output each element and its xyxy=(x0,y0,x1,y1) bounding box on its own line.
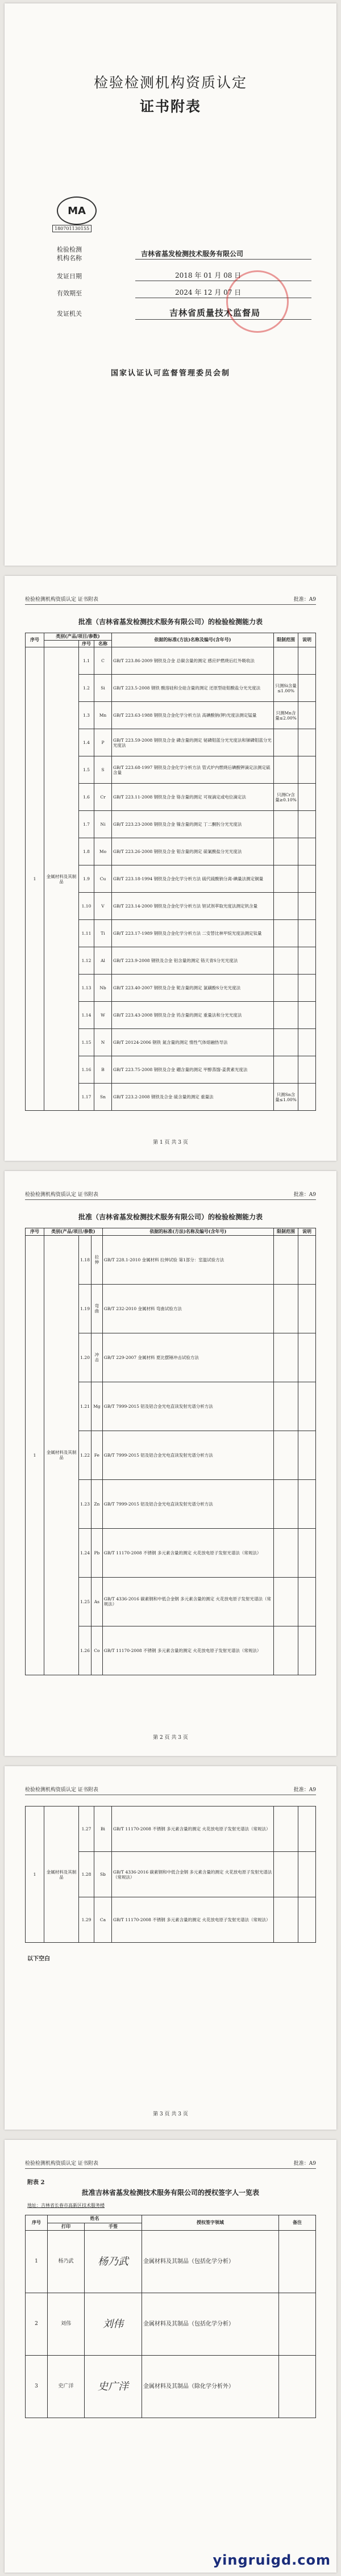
header-right: 批准：A9 xyxy=(293,597,316,603)
page-header xyxy=(25,595,316,605)
item-name: W xyxy=(94,1002,112,1029)
item-standard: GB/T 223.43-2008 钢铁及合金 钨含量的测定 重量法和分光光度法 xyxy=(112,1002,274,1029)
item-note xyxy=(298,838,316,865)
item-limit xyxy=(274,865,298,893)
page-footer: 第 3 页 共 3 页 xyxy=(153,2111,188,2117)
cover-page xyxy=(5,3,336,566)
signer-signature xyxy=(85,2356,142,2418)
item-note xyxy=(298,1333,316,1382)
item-name: V xyxy=(94,893,112,920)
org-label-2: 机构名称 xyxy=(57,254,82,262)
col-subheader: 打印 xyxy=(48,2223,85,2231)
issue-date: 2018 年 01 月 08 日 xyxy=(175,271,242,279)
org-name: 吉林省基发检测技术服务有限公司 xyxy=(141,250,244,258)
item-standard: GB/T 229-2007 金属材料 夏比摆锤冲击试验方法 xyxy=(102,1333,273,1382)
item-standard: GB/T 223.5-2008 钢铁 酸溶硅和全硅含量的测定 还原型硅钼酸盐分光光度法 xyxy=(112,675,274,702)
item-standard: GB/T 223.86-2009 钢铁及合金 总碳含量的测定 感应炉燃烧后红外吸收法 xyxy=(112,647,274,675)
attachment-label: 附表 2 xyxy=(27,2180,45,2186)
signer-row xyxy=(26,2293,316,2356)
item-limit xyxy=(274,729,298,756)
signer-field: 金属材料及其制品（包括化学分析） xyxy=(142,2231,279,2293)
handwritten-signature: 杨乃武 xyxy=(98,2255,128,2268)
item-standard: GB/T 11170-2008 不锈钢 多元素含量的测定 火花放电原子发射光谱法（常规法） xyxy=(102,1626,273,1675)
item-limit xyxy=(274,975,298,1002)
item-name: Ti xyxy=(94,920,112,947)
page-footer: 第 1 页 共 3 页 xyxy=(153,1140,188,1145)
item-standard: GB/T 223.40-2007 钢铁及合金 铌含量的测定 氯磺酚S分光光度法 xyxy=(112,975,274,1002)
item-number: 1.15 xyxy=(79,1029,94,1056)
item-limit: 只测Cr含量≥0.10% xyxy=(274,784,298,811)
item-number: 1.1 xyxy=(79,647,94,675)
item-note xyxy=(298,702,316,729)
item-note xyxy=(298,729,316,756)
item-note xyxy=(298,1029,316,1056)
item-name: Pb xyxy=(91,1528,102,1577)
item-limit xyxy=(274,811,298,838)
page-header xyxy=(25,1785,316,1795)
page-footer: 第 2 页 共 3 页 xyxy=(153,1735,188,1741)
item-standard: GB/T 11170-2008 不锈钢 多元素含量的测定 火花放电原子发射光谱法（常规法） xyxy=(102,1528,273,1577)
valid-date: 2024 年 12 月 07 日 xyxy=(175,288,242,296)
item-limit xyxy=(274,1056,298,1084)
committee-name: 国家认证认可监督管理委员会制 xyxy=(110,369,230,378)
item-note xyxy=(298,811,316,838)
table-title: 批准（吉林省基发检测技术服务有限公司）的检验检测能力表 xyxy=(78,618,263,626)
item-limit xyxy=(274,1431,298,1479)
item-number: 1.19 xyxy=(79,1284,92,1333)
item-name: Si xyxy=(94,675,112,702)
item-note xyxy=(298,1528,316,1577)
valid-label: 有效期至 xyxy=(57,290,82,297)
item-name: Co xyxy=(91,1626,102,1675)
item-note xyxy=(298,1897,316,1943)
item-number: 1.23 xyxy=(79,1479,92,1528)
item-note xyxy=(298,1479,316,1528)
cover-title-line1: 检验检测机构资质认定 xyxy=(93,74,247,91)
item-number: 1.8 xyxy=(79,838,94,865)
item-name: Ni xyxy=(94,811,112,838)
item-standard: GB/T 223.14-2000 钢铁及合金化学分析方法 钽试剂萃取光度法测定钒含量 xyxy=(112,893,274,920)
item-note xyxy=(298,975,316,1002)
item-standard: GB/T 7999-2015 铝及铝合金光电直读发射光谱分析方法 xyxy=(102,1479,273,1528)
authority-name: 吉林省质量技术监督局 xyxy=(169,308,261,318)
item-standard: GB/T 20124-2006 钢铁 氮含量的测定 惰性气体熔融热导法 xyxy=(112,1029,274,1056)
item-standard: GB/T 223.63-1988 钢铁及合金化学分析方法 高碘酸钠(钾)光度法测定锰量 xyxy=(112,702,274,729)
item-note xyxy=(298,647,316,675)
item-standard: GB/T 232-2010 金属材料 弯曲试验方法 xyxy=(102,1284,273,1333)
col-header: 序号 xyxy=(26,2215,48,2231)
item-limit xyxy=(274,756,298,784)
col-header: 类别(产品/项目/参数) xyxy=(44,633,112,641)
cert-number: 180701130155 xyxy=(52,225,92,232)
page-header xyxy=(25,1190,316,1200)
item-note xyxy=(298,865,316,893)
signer-row xyxy=(26,2231,316,2293)
divider xyxy=(135,259,311,260)
handwritten-signature: 史广洋 xyxy=(98,2380,128,2393)
item-number: 1.2 xyxy=(79,675,94,702)
item-standard: GB/T 223.2-2008 钢铁及合金 硫含量的测定 重量法 xyxy=(112,1084,274,1111)
signer-remark xyxy=(279,2293,316,2356)
item-limit xyxy=(274,947,298,975)
item-standard: GB/T 223.9-2008 钢铁及合金 铝含量的测定 铬天青S分光光度法 xyxy=(112,947,274,975)
signer-field: 金属材料及其制品（包括化学分析） xyxy=(142,2293,279,2356)
item-name: B xyxy=(94,1056,112,1084)
item-standard: GB/T 11170-2008 不锈钢 多元素含量的测定 火花放电原子发射光谱法（常规法） xyxy=(112,1806,274,1852)
category-number: 1 xyxy=(26,647,44,1111)
signatory-page xyxy=(5,2140,336,2573)
item-number: 1.18 xyxy=(79,1235,92,1284)
col-header: 说明 xyxy=(298,633,316,647)
signer-signature xyxy=(85,2293,142,2356)
item-number: 1.26 xyxy=(79,1626,92,1675)
item-note xyxy=(298,784,316,811)
item-limit xyxy=(274,1806,298,1852)
item-note xyxy=(298,1806,316,1852)
item-note xyxy=(298,1056,316,1084)
item-name: Sn xyxy=(94,1084,112,1111)
item-standard: GB/T 4336-2016 碳素钢和中低合金钢 多元素含量的测定 火花放电原子发射光谱法（常规法） xyxy=(112,1852,274,1897)
header-left: 检验检测机构资质认定 证书附表 xyxy=(25,1192,98,1198)
item-number: 1.27 xyxy=(79,1806,94,1852)
watermark: yingruigd.com xyxy=(213,2552,331,2568)
item-name: Zn xyxy=(91,1479,102,1528)
item-standard: GB/T 223.23-2008 钢铁及合金 镍含量的测定 丁二酮肟分光光度法 xyxy=(112,811,274,838)
item-number: 1.9 xyxy=(79,865,94,893)
item-note xyxy=(298,1002,316,1029)
category-name: 金属材料及其制品 xyxy=(44,647,79,1111)
col-header xyxy=(44,640,79,647)
item-limit xyxy=(274,920,298,947)
item-name: S xyxy=(94,756,112,784)
col-header: 序号 xyxy=(26,633,44,647)
item-name: N xyxy=(94,1029,112,1056)
item-limit: 只测Sn含量≤1.00% xyxy=(274,1084,298,1111)
capability-page-2 xyxy=(5,1171,336,1756)
item-limit xyxy=(274,1852,298,1897)
item-note xyxy=(298,1084,316,1111)
item-number: 1.13 xyxy=(79,975,94,1002)
item-name: Al xyxy=(94,947,112,975)
col-header: 依据的标准(方法)名称及编号(含年号) xyxy=(112,633,274,647)
handwritten-signature: 刘伟 xyxy=(103,2318,123,2330)
item-note xyxy=(298,893,316,920)
item-number: 1.25 xyxy=(79,1577,92,1626)
header-left: 检验检测机构资质认定 证书附表 xyxy=(25,1787,98,1793)
table-row xyxy=(26,1806,316,1852)
signer-signature xyxy=(85,2231,142,2293)
item-standard: GB/T 7999-2015 铝及铝合金光电直读发射光谱分析方法 xyxy=(102,1431,273,1479)
col-header: 类别(产品/项目/参数) xyxy=(44,1228,103,1236)
col-subheader: 手签 xyxy=(85,2223,142,2231)
item-name: Cr xyxy=(94,784,112,811)
item-standard: GB/T 223.68-1997 钢铁及合金化学分析方法 管式炉内燃烧后碘酸钾滴定法测定硫含量 xyxy=(112,756,274,784)
item-standard: GB/T 223.17-1989 钢铁及合金化学分析方法 二安替比林甲烷光度法测定钛量 xyxy=(112,920,274,947)
item-standard: GB/T 223.26-2008 钢铁及合金 钼含量的测定 硫氰酸盐分光光度法 xyxy=(112,838,274,865)
capability-page-3 xyxy=(5,1766,336,2130)
item-name: Sb xyxy=(94,1852,112,1897)
item-limit xyxy=(274,1382,298,1431)
table-title: 批准（吉林省基发检测技术服务有限公司）的检验检测能力表 xyxy=(78,1213,263,1221)
item-number: 1.11 xyxy=(79,920,94,947)
item-note xyxy=(298,920,316,947)
ma-logo: MA xyxy=(57,196,97,225)
item-number: 1.21 xyxy=(79,1382,92,1431)
category-name: 金属材料及其制品 xyxy=(44,1235,79,1675)
item-number: 1.17 xyxy=(79,1084,94,1111)
item-note xyxy=(298,756,316,784)
item-number: 1.24 xyxy=(79,1528,92,1577)
table-row xyxy=(26,647,316,675)
item-limit: 只测Mn含量≤2.00% xyxy=(274,702,298,729)
signer-field: 金属材料及其制品（除化学分析外） xyxy=(142,2356,279,2418)
item-limit xyxy=(274,1333,298,1382)
item-number: 1.20 xyxy=(79,1333,92,1382)
item-limit xyxy=(274,1897,298,1943)
item-limit xyxy=(274,1479,298,1528)
capability-table xyxy=(25,1806,316,1943)
item-number: 1.3 xyxy=(79,702,94,729)
signer-number: 1 xyxy=(26,2231,48,2293)
capability-table xyxy=(25,633,316,1111)
item-limit xyxy=(274,838,298,865)
item-number: 1.12 xyxy=(79,947,94,975)
col-header: 限制范围 xyxy=(274,633,298,647)
org-label-1: 检验检测 xyxy=(57,246,82,253)
table-row xyxy=(26,1235,316,1284)
page-header xyxy=(25,2159,316,2169)
item-number: 1.14 xyxy=(79,1002,94,1029)
item-name: 拉伸 xyxy=(91,1235,102,1284)
col-header: 序号 xyxy=(26,1228,44,1236)
header-right: 批准：A9 xyxy=(293,2161,316,2167)
item-standard: GB/T 223.75-2008 钢铁及合金 硼含量的测定 甲醇蒸馏-姜黄素光度法 xyxy=(112,1056,274,1084)
cover-title-line2: 证书附表 xyxy=(139,98,201,115)
item-note xyxy=(298,1577,316,1626)
address: 地址：吉林省长春市高新区技术服务楼 xyxy=(27,2203,105,2208)
col-header: 姓名 xyxy=(48,2215,142,2223)
header-right: 批准：A9 xyxy=(293,1192,316,1198)
item-note xyxy=(298,1382,316,1431)
item-limit xyxy=(274,1002,298,1029)
item-number: 1.4 xyxy=(79,729,94,756)
item-name: C xyxy=(94,647,112,675)
item-number: 1.6 xyxy=(79,784,94,811)
item-note xyxy=(298,1626,316,1675)
header-left: 检验检测机构资质认定 证书附表 xyxy=(25,2161,98,2167)
header-right: 批准：A9 xyxy=(293,1787,316,1793)
item-standard: GB/T 223.18-1994 钢铁及合金化学分析方法 硫代硫酸钠分离-碘量法测定铜量 xyxy=(112,865,274,893)
item-name: Bi xyxy=(94,1806,112,1852)
item-name: Mg xyxy=(91,1382,102,1431)
item-limit: 只测Si含量≤1.00% xyxy=(274,675,298,702)
item-note xyxy=(298,1284,316,1333)
header-left: 检验检测机构资质认定 证书附表 xyxy=(25,597,98,603)
capability-page-1 xyxy=(5,576,336,1161)
item-number: 1.16 xyxy=(79,1056,94,1084)
category-number: 1 xyxy=(26,1806,44,1943)
item-name: 弯曲 xyxy=(91,1284,102,1333)
item-standard: GB/T 11170-2008 不锈钢 多元素含量的测定 火花放电原子发射光谱法（常规法） xyxy=(112,1897,274,1943)
item-number: 1.5 xyxy=(79,756,94,784)
item-standard: GB/T 223.59-2008 钢铁及合金 磷含量的测定 铋磷钼蓝分光光度法和锑磷钼蓝分光光度法 xyxy=(112,729,274,756)
item-limit xyxy=(274,647,298,675)
category-name: 金属材料及其制品 xyxy=(44,1806,79,1943)
item-limit xyxy=(274,893,298,920)
item-name: Nb xyxy=(94,975,112,1002)
item-standard: GB/T 4336-2016 碳素钢和中低合金钢 多元素含量的测定 火花放电原子发射光谱法（常规法） xyxy=(102,1577,273,1626)
signer-remark xyxy=(279,2356,316,2418)
item-note xyxy=(298,675,316,702)
signer-name: 史广洋 xyxy=(48,2356,85,2418)
signer-remark xyxy=(279,2231,316,2293)
item-standard: GB/T 7999-2015 铝及铝合金光电直读发射光谱分析方法 xyxy=(102,1382,273,1431)
item-limit xyxy=(274,1235,298,1284)
item-limit xyxy=(274,1029,298,1056)
category-number: 1 xyxy=(26,1235,44,1675)
item-name: As xyxy=(91,1577,102,1626)
item-limit xyxy=(274,1284,298,1333)
col-header: 说明 xyxy=(298,1228,316,1236)
signer-number: 3 xyxy=(26,2356,48,2418)
signer-number: 2 xyxy=(26,2293,48,2356)
issue-date-label: 发证日期 xyxy=(57,273,82,280)
item-name: Fe xyxy=(91,1431,102,1479)
item-name: 冲击 xyxy=(91,1333,102,1382)
col-header: 限制范围 xyxy=(274,1228,298,1236)
signatory-table xyxy=(25,2215,316,2418)
item-name: Mn xyxy=(94,702,112,729)
item-number: 1.28 xyxy=(79,1852,94,1897)
item-name: P xyxy=(94,729,112,756)
col-subheader: 序号 xyxy=(79,640,94,647)
signer-row xyxy=(26,2356,316,2418)
signer-name: 刘伟 xyxy=(48,2293,85,2356)
official-seal xyxy=(226,270,289,333)
item-note xyxy=(298,947,316,975)
col-subheader: 名称 xyxy=(94,640,112,647)
end-note: 以下空白 xyxy=(27,1956,50,1962)
divider xyxy=(135,319,311,320)
signatory-title: 批准吉林省基发检测技术服务有限公司的授权签字人一览表 xyxy=(81,2189,259,2197)
item-limit xyxy=(274,1626,298,1675)
item-limit xyxy=(274,1577,298,1626)
item-note xyxy=(298,1852,316,1897)
item-number: 1.22 xyxy=(79,1431,92,1479)
item-name: Ca xyxy=(94,1897,112,1943)
col-header: 授权签字领域 xyxy=(142,2215,279,2231)
col-header: 备注 xyxy=(279,2215,316,2231)
item-standard: GB/T 223.11-2008 钢铁及合金 铬含量的测定 可视滴定或电位滴定法 xyxy=(112,784,274,811)
item-number: 1.10 xyxy=(79,893,94,920)
item-name: Mo xyxy=(94,838,112,865)
item-note xyxy=(298,1235,316,1284)
item-name: Cu xyxy=(94,865,112,893)
signer-name: 杨乃武 xyxy=(48,2231,85,2293)
item-number: 1.7 xyxy=(79,811,94,838)
capability-table xyxy=(25,1228,316,1675)
authority-label: 发证机关 xyxy=(57,310,82,317)
item-standard: GB/T 228.1-2010 金属材料 拉伸试验 第1部分：室温试验方法 xyxy=(102,1235,273,1284)
item-number: 1.29 xyxy=(79,1897,94,1943)
item-note xyxy=(298,1431,316,1479)
col-header: 依据的标准(方法)名称及编号(含年号) xyxy=(102,1228,273,1236)
item-limit xyxy=(274,1528,298,1577)
